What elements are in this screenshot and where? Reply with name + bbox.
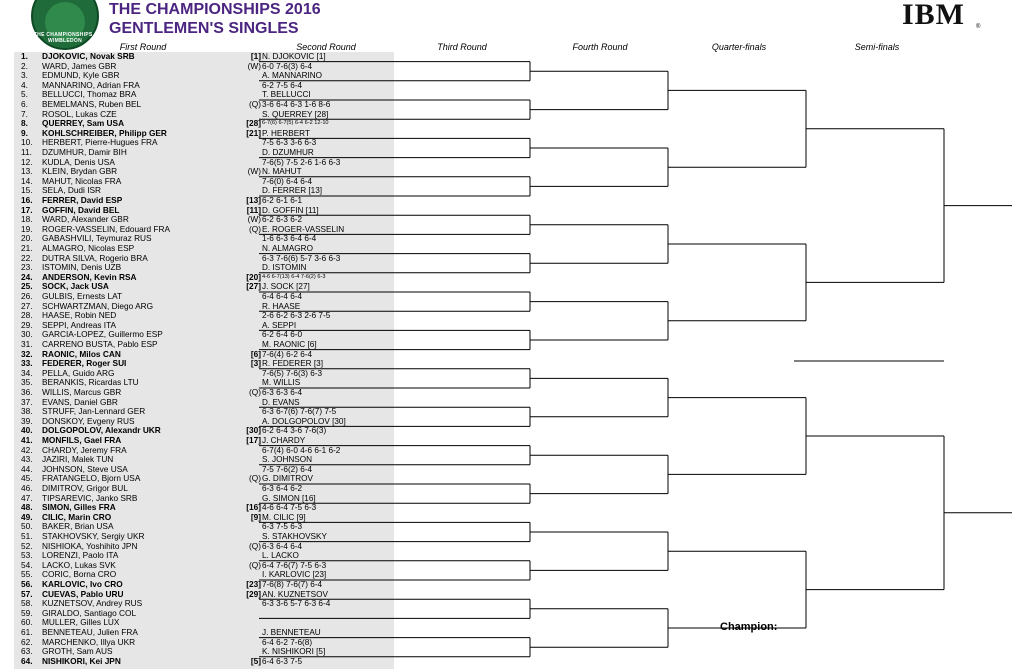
draw-number: 31. (21, 339, 33, 349)
player-seed: (W) (247, 60, 261, 71)
match-score: 4-6 6-4 7-5 6-3 (262, 503, 317, 513)
match-score: 6-3 7-5 6-3 (262, 522, 303, 532)
second-round-winner: L. LACKO (262, 551, 299, 561)
player-seed: (Q) (249, 473, 261, 484)
champion-label: Champion: (720, 621, 778, 633)
player-name: STRUFF, Jan-Lennard GER (42, 406, 146, 417)
player-seed: [11] (246, 204, 261, 215)
player-name: WILLIS, Marcus GBR (42, 387, 122, 397)
match-score: 6-4 6-3 7-5 (262, 656, 303, 666)
draw-number: 24. (21, 271, 33, 282)
second-round-winner: P. HERBERT (262, 128, 310, 138)
draw-number: 38. (21, 406, 33, 417)
draw-number: 57. (21, 588, 33, 599)
draw-number: 35. (21, 377, 33, 388)
match-score: 7-6(4) 6-2 6-4 (262, 349, 313, 359)
draw-number: 28. (21, 310, 33, 321)
draw-number: 18. (21, 214, 33, 225)
player-name: WARD, James GBR (42, 60, 117, 71)
player-name: CARRENO BUSTA, Pablo ESP (42, 339, 158, 349)
player-name: CHARDY, Jeremy FRA (42, 444, 127, 455)
draw-number: 25. (21, 281, 33, 292)
draw-number: 64. (21, 655, 33, 666)
second-round-winner: N. DJOKOVIC [1] (262, 52, 326, 61)
player-name: GROTH, Sam AUS (42, 646, 113, 657)
round-header-first: First Round (119, 42, 167, 52)
match-score: 6-2 6-3 6-2 (262, 215, 303, 225)
draw-number: 5. (21, 89, 28, 100)
player-name: LACKO, Lukas SVK (42, 559, 116, 570)
player-name: GULBIS, Ernests LAT (42, 291, 123, 301)
player-name: SCHWARTZMAN, Diego ARG (42, 300, 154, 311)
player-name: DZUMHUR, Damir BIH (42, 147, 127, 157)
player-name: MULLER, Gilles LUX (42, 617, 120, 628)
draw-number: 46. (21, 483, 33, 493)
second-round-winner: K. NISHIKORI [5] (262, 647, 326, 657)
match-score: 7-6(0) 6-4 6-4 (262, 176, 313, 186)
draw-number: 43. (21, 454, 33, 465)
player-name: BELLUCCI, Thomaz BRA (42, 89, 137, 100)
second-round-winner: A. MANNARINO (262, 71, 323, 81)
round-header-fourth: Fourth Round (572, 42, 628, 52)
draw-number: 50. (21, 521, 33, 532)
second-round-winner: R. HAASE (262, 301, 301, 311)
draw-number: 17. (21, 204, 33, 215)
round-header-second: Second Round (296, 42, 356, 52)
player-seed: [28] (246, 118, 261, 129)
draw-number: 6. (21, 99, 28, 109)
player-name: STAKHOVSKY, Sergiy UKR (42, 531, 145, 541)
player-name: ISTOMIN, Denis UZB (42, 262, 122, 273)
match-score: 6-4 6-4 6-4 (262, 292, 303, 301)
player-name: SELA, Dudi ISR (42, 185, 102, 196)
draw-number: 26. (21, 291, 33, 301)
draw-number: 60. (21, 617, 33, 628)
player-name: FERRER, David ESP (42, 195, 123, 205)
player-name: SOCK, Jack USA (42, 281, 109, 292)
draw-number: 53. (21, 550, 33, 561)
match-score: 7-6(8) 7-6(7) 6-4 (262, 580, 323, 589)
player-seed: [9] (250, 511, 261, 522)
second-round-winner: R. FEDERER [3] (262, 359, 323, 369)
player-name: DJOKOVIC, Novak SRB (42, 51, 135, 61)
player-seed: [21] (246, 127, 261, 138)
second-round-winner: S. QUERREY [28] (262, 109, 329, 119)
player-seed: [30] (246, 425, 261, 436)
second-round-winner: G. DIMITROV (262, 474, 313, 484)
player-name: GIRALDO, Santiago COL (42, 607, 137, 618)
player-name: KOHLSCHREIBER, Philipp GER (42, 127, 167, 138)
player-name: MAHUT, Nicolas FRA (42, 175, 122, 186)
match-score: 3-6 6-4 6-3 1-6 8-6 (262, 100, 331, 109)
player-seed: (Q) (249, 540, 261, 551)
player-name: DUTRA SILVA, Rogerio BRA (42, 252, 148, 263)
draw-number: 20. (21, 233, 33, 244)
player-seed: (Q) (249, 99, 261, 109)
second-round-winner: A. DOLGOPOLOV [30] (262, 416, 346, 426)
draw-number: 8. (21, 118, 28, 129)
player-name: EVANS, Daniel GBR (42, 396, 118, 407)
draw-number: 22. (21, 252, 33, 263)
draw-number: 55. (21, 569, 33, 580)
player-seed: [13] (246, 195, 261, 205)
logo-text: THE CHAMPIONSHIPS · WIMBLEDON (33, 32, 97, 44)
player-name: BEMELMANS, Ruben BEL (42, 99, 142, 109)
player-seed: [23] (246, 579, 261, 589)
match-score: 2-6 6-2 6-3 2-6 7-5 (262, 311, 331, 321)
player-name: JOHNSON, Steve USA (42, 463, 128, 474)
player-name: KUZNETSOV, Andrey RUS (42, 598, 143, 609)
draw-number: 9. (21, 127, 28, 138)
match-score: 6-2 7-5 6-4 (262, 80, 303, 90)
player-name: MARCHENKO, Illya UKR (42, 636, 136, 647)
player-name: KLEIN, Brydan GBR (42, 166, 118, 177)
draw-number: 45. (21, 473, 33, 484)
second-round-winner: N. MAHUT (262, 167, 302, 177)
round-header-semifinals: Semi-finals (854, 42, 900, 52)
player-name: KUDLA, Denis USA (42, 156, 115, 167)
player-seed: [16] (246, 502, 261, 513)
draw-number: 14. (21, 175, 33, 186)
match-score: 6-3 3-6 5-7 6-3 6-4 (262, 599, 331, 609)
player-seed: [3] (250, 358, 261, 369)
player-name: NISHIKORI, Kei JPN (42, 655, 121, 666)
player-name: MONFILS, Gael FRA (42, 435, 122, 445)
match-score: 7-5 7-6(2) 6-4 (262, 464, 313, 474)
player-name: JAZIRI, Malek TUN (42, 454, 114, 465)
player-name: RAONIC, Milos CAN (42, 348, 121, 359)
second-round-winner: G. SIMON [16] (262, 493, 316, 503)
player-name: KARLOVIC, Ivo CRO (42, 579, 123, 589)
player-seed: [17] (246, 435, 261, 445)
second-round-winner: E. ROGER-VASSELIN (262, 224, 345, 234)
draw-number: 12. (21, 156, 33, 167)
draw-number: 54. (21, 559, 33, 570)
match-score: 6-3 6-7(6) 7-6(7) 7-5 (262, 407, 337, 417)
second-round-winner: D. ISTOMIN (262, 263, 307, 273)
draw-number: 40. (21, 425, 33, 436)
player-name: NISHIOKA, Yoshihito JPN (42, 540, 138, 551)
player-seed: (W) (247, 166, 261, 177)
match-score: 7-6(5) 7-6(3) 6-3 (262, 368, 323, 378)
second-round-winner: I. KARLOVIC [23] (262, 570, 327, 580)
second-round-winner: D. GOFFIN [11] (262, 205, 319, 215)
draw-number: 29. (21, 319, 33, 330)
draw-number: 52. (21, 540, 33, 551)
second-round-winner: S. STAKHOVSKY (262, 532, 327, 541)
second-round-winner: J. CHARDY (262, 436, 306, 445)
player-seed: [29] (246, 588, 261, 599)
match-score: 6-4 6-2 7-6(8) (262, 637, 313, 647)
player-seed: (Q) (249, 559, 261, 570)
page-subtitle: GENTLEMEN'S SINGLES (109, 20, 299, 37)
player-name: WARD, Alexander GBR (42, 214, 129, 225)
draw-number: 30. (21, 329, 33, 340)
second-round-winner: D. FERRER [13] (262, 186, 323, 196)
player-name: DOLGOPOLOV, Alexandr UKR (42, 425, 161, 436)
player-name: TIPSAREVIC, Janko SRB (42, 492, 138, 503)
page-title: THE CHAMPIONSHIPS 2016 (109, 1, 321, 18)
player-seed: [1] (250, 51, 261, 61)
player-seed: (W) (247, 214, 261, 225)
second-round-winner: AN. KUZNETSOV (262, 589, 328, 599)
match-score: 6-3 6-4 6-2 (262, 484, 303, 493)
player-seed: [6] (250, 348, 261, 359)
player-name: HAASE, Robin NED (42, 310, 117, 321)
draw-number: 11. (21, 147, 32, 157)
draw-number: 3. (21, 70, 28, 81)
draw-number: 2. (21, 60, 28, 71)
draw-number: 1. (21, 51, 28, 61)
player-name: BERANKIS, Ricardas LTU (42, 377, 139, 388)
draw-number: 15. (21, 185, 33, 196)
player-name: CORIC, Borna CRO (42, 569, 117, 580)
match-score: 7-6(5) 7-5 2-6 1-6 6-3 (262, 157, 341, 167)
second-round-winner: M. CILIC [9] (262, 512, 306, 522)
second-round-winner: J. SOCK [27] (262, 282, 310, 292)
draw-number: 48. (21, 502, 33, 513)
draw-number: 27. (21, 300, 33, 311)
player-name: ALMAGRO, Nicolas ESP (42, 243, 135, 253)
draw-number: 42. (21, 444, 33, 455)
draw-number: 44. (21, 463, 33, 474)
draw-number: 62. (21, 636, 33, 647)
player-name: DIMITROV, Grigor BUL (42, 483, 128, 493)
second-round-winner: N. ALMAGRO (262, 244, 313, 253)
match-score: 6-7(6) 6-7(5) 6-4 6-2 12-10 (262, 120, 329, 127)
match-score: 6-2 6-1 6-1 (262, 196, 303, 205)
round-header-quarterfinals: Quarter-finals (711, 42, 767, 52)
player-name: BENNETEAU, Julien FRA (42, 627, 138, 637)
draw-number: 13. (21, 166, 33, 177)
draw-number: 7. (21, 108, 28, 119)
player-name: PELLA, Guido ARG (42, 367, 115, 378)
player-name: MANNARINO, Adrian FRA (42, 79, 140, 90)
player-name: LORENZI, Paolo ITA (42, 550, 119, 561)
draw-number: 41. (21, 435, 33, 445)
player-name: ANDERSON, Kevin RSA (42, 271, 137, 282)
match-score: 6-2 6-4 6-0 (262, 330, 303, 340)
match-score: 6-7(4) 6-0 4-6 6-1 6-2 (262, 445, 341, 455)
match-score: 1-6 6-3 6-4 6-4 (262, 234, 317, 244)
player-seed: [5] (250, 655, 261, 666)
player-name: FEDERER, Roger SUI (42, 358, 127, 369)
player-name: BAKER, Brian USA (42, 521, 114, 532)
player-name: CILIC, Marin CRO (42, 511, 112, 522)
draw-number: 47. (21, 492, 33, 503)
match-score: 7-5 6-3 3-6 6-3 (262, 138, 317, 148)
player-name: ROSOL, Lukas CZE (42, 108, 117, 119)
player-name: SEPPI, Andreas ITA (42, 319, 117, 330)
second-round-winner: D. DZUMHUR (262, 148, 314, 157)
draw-number: 23. (21, 262, 33, 273)
round-header-third: Third Round (437, 42, 487, 52)
draw-number: 4. (21, 79, 28, 90)
draw-number: 58. (21, 598, 33, 609)
second-round-winner: D. EVANS (262, 397, 300, 407)
draw-number: 61. (21, 627, 33, 637)
draw-number: 33. (21, 358, 33, 369)
draw-number: 49. (21, 511, 33, 522)
draw-number: 59. (21, 607, 33, 618)
player-seed: (Q) (249, 223, 261, 234)
player-name: ROGER-VASSELIN, Edouard FRA (42, 223, 171, 234)
second-round-winner: M. RAONIC [6] (262, 340, 317, 349)
draw-number: 16. (21, 195, 33, 205)
player-name: QUERREY, Sam USA (42, 118, 125, 129)
player-seed: [27] (246, 281, 261, 292)
sponsor-logo: IBM (902, 0, 965, 31)
draw-number: 39. (21, 415, 33, 426)
second-round-winner: J. BENNETEAU (262, 628, 321, 637)
match-score: 6-4 7-6(7) 7-5 6-3 (262, 560, 327, 570)
second-round-winner: T. BELLUCCI (262, 90, 311, 100)
player-name: SIMON, Gilles FRA (42, 502, 116, 513)
draw-number: 51. (21, 531, 33, 541)
draw-number: 37. (21, 396, 33, 407)
player-name: GARCIA-LOPEZ, Guillermo ESP (42, 329, 163, 340)
match-score: 6-2 6-4 3-6 7-6(3) (262, 426, 327, 436)
player-seed: (Q) (249, 387, 261, 397)
second-round-winner: M. WILLIS (262, 378, 301, 388)
draw-number: 63. (21, 646, 33, 657)
player-seed: [20] (246, 271, 261, 282)
draw-number: 32. (21, 348, 33, 359)
player-name: CUEVAS, Pablo URU (42, 588, 124, 599)
second-round-winner: S. JOHNSON (262, 455, 313, 465)
sponsor-mark: ® (976, 24, 981, 30)
player-name: DONSKOY, Evgeny RUS (42, 415, 135, 426)
player-name: HERBERT, Pierre-Hugues FRA (42, 137, 158, 148)
match-score: 6-3 7-6(6) 5-7 3-6 6-3 (262, 253, 341, 263)
match-score: 4-6 6-7(13) 6-4 7-6(2) 6-3 (262, 273, 326, 280)
draw-number: 21. (21, 243, 33, 253)
match-score: 6-3 6-4 6-4 (262, 541, 303, 551)
second-round-winner: A. SEPPI (262, 320, 297, 330)
player-name: GABASHVILI, Teymuraz RUS (42, 233, 152, 244)
match-score: 6-3 6-3 6-4 (262, 388, 303, 397)
draw-number: 10. (21, 137, 33, 148)
draw-number: 19. (21, 223, 33, 234)
draw-number: 56. (21, 579, 33, 589)
player-name: FRATANGELO, Bjorn USA (42, 473, 141, 484)
draw-number: 36. (21, 387, 33, 397)
player-name: EDMUND, Kyle GBR (42, 70, 120, 81)
draw-number: 34. (21, 367, 33, 378)
match-score: 6-0 7-6(3) 6-4 (262, 61, 313, 71)
player-name: GOFFIN, David BEL (42, 204, 120, 215)
